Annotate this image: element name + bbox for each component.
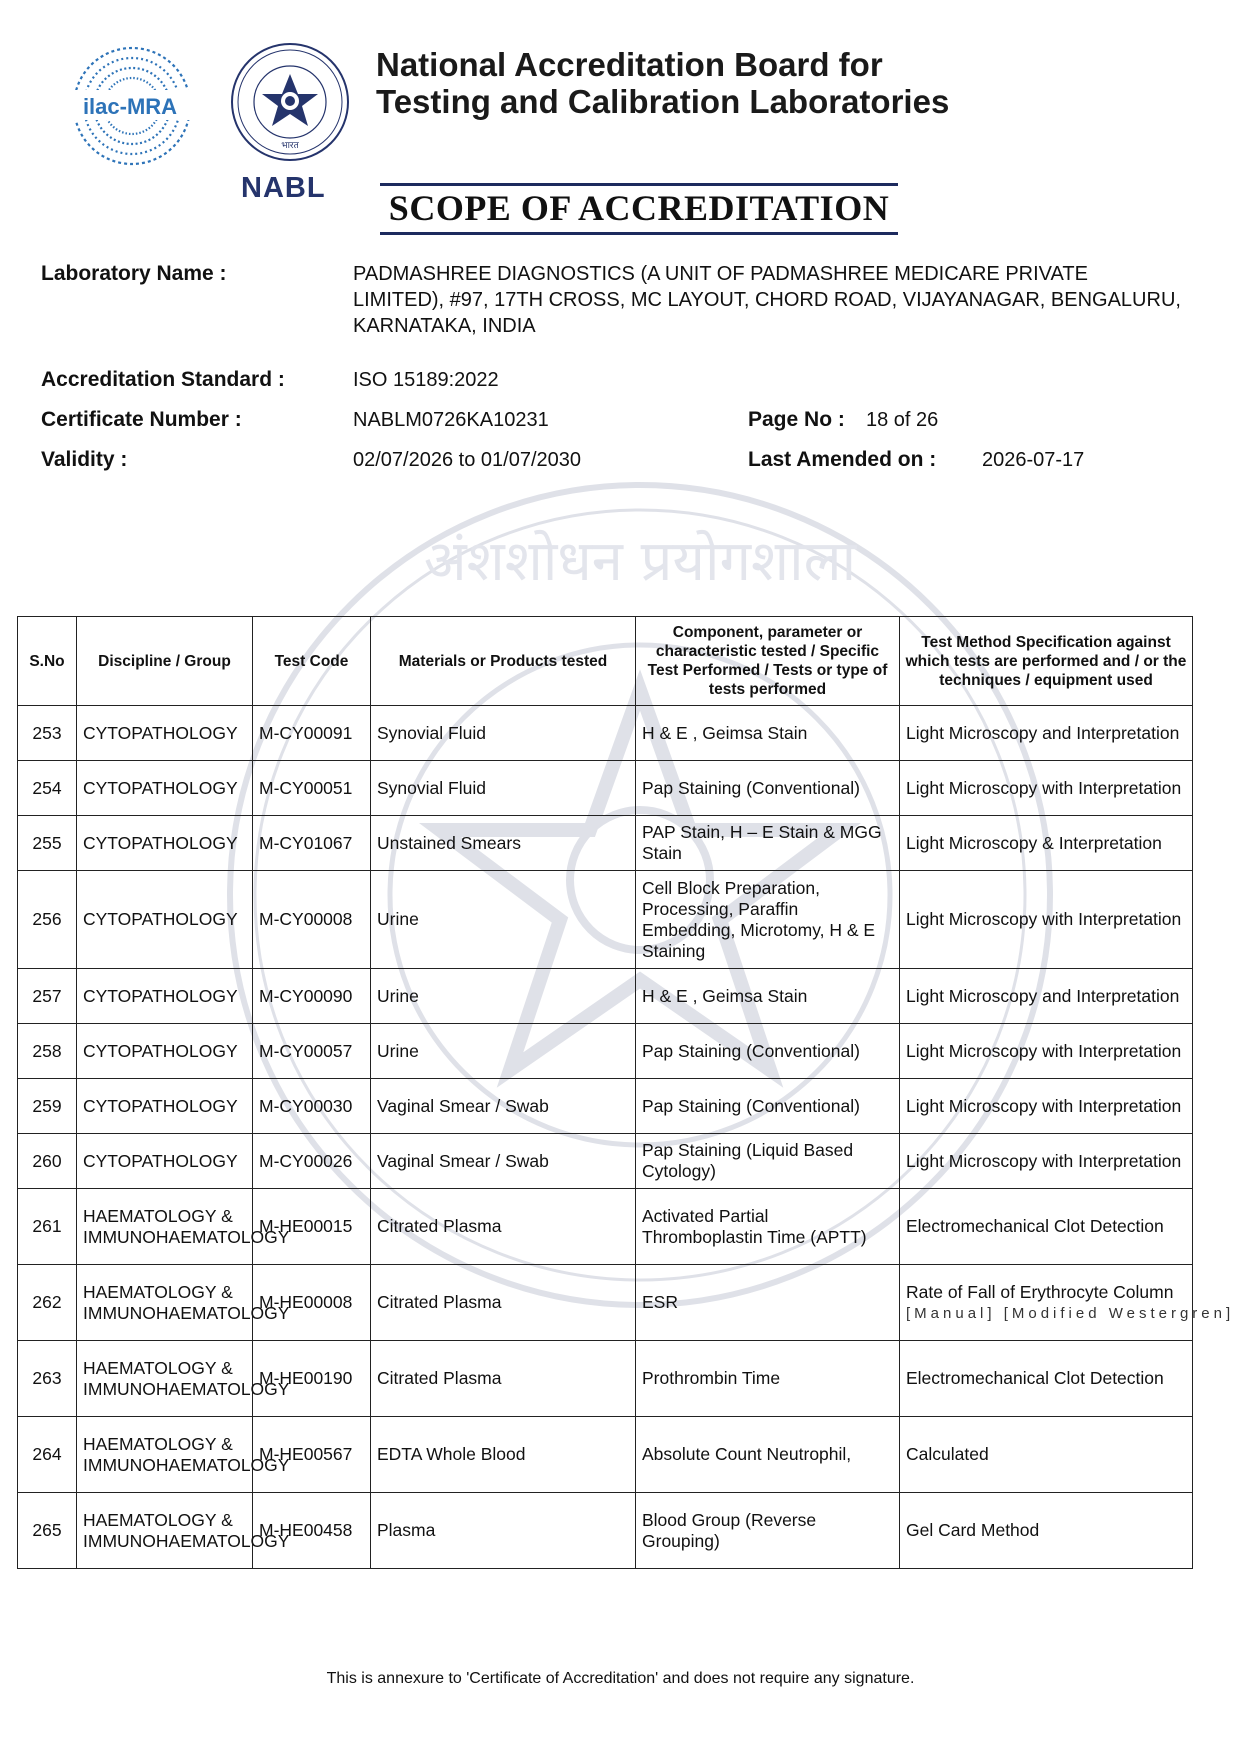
validity-label: Validity : <box>41 448 128 471</box>
cell-test-code: M-HE00015 <box>253 1189 371 1265</box>
cell-sno: 255 <box>18 816 77 871</box>
cell-component: Activated Partial Thromboplastin Time (APTT) <box>636 1189 900 1265</box>
cell-method: Light Microscopy and Interpretation <box>900 969 1193 1024</box>
cell-material: Urine <box>371 871 636 969</box>
cell-test-code: M-CY00008 <box>253 871 371 969</box>
header-discipline: Discipline / Group <box>77 617 253 706</box>
cell-discipline: HAEMATOLOGY & IMMUNOHAEMATOLOGY <box>77 1265 253 1341</box>
cell-discipline: HAEMATOLOGY & IMMUNOHAEMATOLOGY <box>77 1417 253 1493</box>
table-row <box>18 1079 1193 1134</box>
cell-sno: 264 <box>18 1417 77 1493</box>
cell-test-code: M-HE00008 <box>253 1265 371 1341</box>
cell-component: Blood Group (Reverse Grouping) <box>636 1493 900 1569</box>
table-row <box>18 1341 1193 1417</box>
cell-material: Urine <box>371 969 636 1024</box>
organization-title-line1: National Accreditation Board for <box>376 46 883 83</box>
cell-method: Light Microscopy with Interpretation <box>900 1079 1193 1134</box>
cell-material: EDTA Whole Blood <box>371 1417 636 1493</box>
cell-method: Gel Card Method <box>900 1493 1193 1569</box>
cell-method: Electromechanical Clot Detection <box>900 1341 1193 1417</box>
cell-test-code: M-CY00090 <box>253 969 371 1024</box>
cell-method <box>900 1265 1235 1341</box>
cell-material: Citrated Plasma <box>371 1341 636 1417</box>
standard-value: ISO 15189:2022 <box>353 369 499 391</box>
cell-component: H & E , Geimsa Stain <box>636 706 900 761</box>
cell-sno: 261 <box>18 1189 77 1265</box>
document-title: SCOPE OF ACCREDITATION <box>388 188 890 228</box>
cell-discipline: CYTOPATHOLOGY <box>77 706 253 761</box>
ilac-logo-text: ilac-MRA <box>82 94 178 119</box>
cell-test-code: M-HE00458 <box>253 1493 371 1569</box>
cell-sno: 254 <box>18 761 77 816</box>
cell-component: Pap Staining (Conventional) <box>636 1024 900 1079</box>
lab-name-label: Laboratory Name : <box>41 262 227 285</box>
cell-discipline: CYTOPATHOLOGY <box>77 871 253 969</box>
cell-method: Light Microscopy with Interpretation <box>900 871 1193 969</box>
cell-sno: 260 <box>18 1134 77 1189</box>
table-row <box>18 1265 1193 1341</box>
cell-discipline: CYTOPATHOLOGY <box>77 1134 253 1189</box>
cell-discipline: CYTOPATHOLOGY <box>77 1024 253 1079</box>
amended-label: Last Amended on : <box>748 448 937 471</box>
cell-method: Light Microscopy with Interpretation <box>900 761 1193 816</box>
table-row <box>18 871 1193 969</box>
cell-method-main: Rate of Fall of Erythrocyte Column <box>906 1281 1174 1302</box>
cell-method: Light Microscopy and Interpretation <box>900 706 1193 761</box>
nabl-seal-logo <box>228 38 352 172</box>
cell-discipline: HAEMATOLOGY & IMMUNOHAEMATOLOGY <box>77 1189 253 1265</box>
cell-component: ESR <box>636 1265 900 1341</box>
header-sno: S.No <box>18 617 77 706</box>
cell-component: Pap Staining (Conventional) <box>636 761 900 816</box>
table-header-row <box>18 617 1193 706</box>
table-row <box>18 1189 1193 1265</box>
cell-test-code: M-CY00091 <box>253 706 371 761</box>
cell-sno: 258 <box>18 1024 77 1079</box>
title-rule-top <box>380 183 898 186</box>
cell-discipline: CYTOPATHOLOGY <box>77 969 253 1024</box>
ilac-mra-logo <box>70 44 194 168</box>
cell-discipline: HAEMATOLOGY & IMMUNOHAEMATOLOGY <box>77 1493 253 1569</box>
cell-method: Light Microscopy with Interpretation <box>900 1024 1193 1079</box>
cell-sno: 256 <box>18 871 77 969</box>
cell-component: Cell Block Preparation, Processing, Paraffin Embedding, Microtomy, H & E Staining <box>636 871 900 969</box>
cell-method-sub: [Manual] [Modified Westergren] <box>906 1304 1235 1322</box>
cell-sno: 263 <box>18 1341 77 1417</box>
cell-material: Unstained Smears <box>371 816 636 871</box>
nabl-seal-text: भारत <box>281 141 299 151</box>
title-rule-bottom <box>380 232 898 235</box>
cell-discipline: CYTOPATHOLOGY <box>77 1079 253 1134</box>
cell-method: Light Microscopy with Interpretation <box>900 1134 1193 1189</box>
amended-value: 2026-07-17 <box>982 449 1085 471</box>
table-row <box>18 1134 1193 1189</box>
cell-discipline: HAEMATOLOGY & IMMUNOHAEMATOLOGY <box>77 1341 253 1417</box>
cell-test-code: M-CY00030 <box>253 1079 371 1134</box>
certificate-label: Certificate Number : <box>41 408 242 431</box>
table-row <box>18 969 1193 1024</box>
table-row <box>18 761 1193 816</box>
table-row <box>18 816 1193 871</box>
cell-test-code: M-CY00026 <box>253 1134 371 1189</box>
table-row <box>18 1417 1193 1493</box>
certificate-value: NABLM0726KA10231 <box>353 409 549 431</box>
cell-component: PAP Stain, H – E Stain & MGG Stain <box>636 816 900 871</box>
cell-material: Plasma <box>371 1493 636 1569</box>
cell-component: H & E , Geimsa Stain <box>636 969 900 1024</box>
cell-sno: 265 <box>18 1493 77 1569</box>
cell-sno: 257 <box>18 969 77 1024</box>
header-component: Component, parameter or characteristic tested / Specific Test Performed / Tests or type of tests performed <box>636 617 900 706</box>
cell-test-code: M-CY01067 <box>253 816 371 871</box>
cell-test-code: M-HE00567 <box>253 1417 371 1493</box>
cell-component: Pap Staining (Conventional) <box>636 1079 900 1134</box>
header-test-code: Test Code <box>253 617 371 706</box>
cell-test-code: M-CY00057 <box>253 1024 371 1079</box>
cell-component: Prothrombin Time <box>636 1341 900 1417</box>
cell-material: Citrated Plasma <box>371 1265 636 1341</box>
page-label: Page No : <box>748 408 845 431</box>
standard-label: Accreditation Standard : <box>41 368 285 391</box>
cell-sno: 262 <box>18 1265 77 1341</box>
cell-test-code: M-CY00051 <box>253 761 371 816</box>
cell-test-code: M-HE00190 <box>253 1341 371 1417</box>
cell-material: Vaginal Smear / Swab <box>371 1079 636 1134</box>
table-row <box>18 1024 1193 1079</box>
header-method: Test Method Specification against which tests are performed and / or the techniques / equipment used <box>900 617 1193 706</box>
header-materials: Materials or Products tested <box>371 617 636 706</box>
cell-method: Electromechanical Clot Detection <box>900 1189 1193 1265</box>
organization-title-line2: Testing and Calibration Laboratories <box>376 83 950 120</box>
cell-discipline: CYTOPATHOLOGY <box>77 816 253 871</box>
scope-table <box>17 616 1235 1569</box>
cell-component: Absolute Count Neutrophil, <box>636 1417 900 1493</box>
cell-component: Pap Staining (Liquid Based Cytology) <box>636 1134 900 1189</box>
watermark-text: अंशशोधन प्रयोगशाला <box>423 529 857 594</box>
cell-method: Light Microscopy & Interpretation <box>900 816 1193 871</box>
cell-method: Calculated <box>900 1417 1193 1493</box>
cell-sno: 259 <box>18 1079 77 1134</box>
cell-discipline: CYTOPATHOLOGY <box>77 761 253 816</box>
cell-material: Synovial Fluid <box>371 706 636 761</box>
table-row <box>18 706 1193 761</box>
cell-material: Urine <box>371 1024 636 1079</box>
lab-name-value: PADMASHREE DIAGNOSTICS (A UNIT OF PADMASHREE MEDICARE PRIVATE LIMITED), #97, 17TH CROSS, MC LAYOUT, CHORD ROAD, VIJAYANAGAR, BENGALURU, KARNATAKA, INDIA <box>353 263 1181 337</box>
validity-value: 02/07/2026 to 01/07/2030 <box>353 449 581 471</box>
cell-material: Citrated Plasma <box>371 1189 636 1265</box>
page-value: 18 of 26 <box>866 409 939 431</box>
table-row <box>18 1493 1193 1569</box>
footer-note: This is annexure to 'Certificate of Accreditation' and does not require any signature. <box>326 1670 915 1687</box>
nabl-wordmark: NABL <box>241 172 326 204</box>
cell-material: Synovial Fluid <box>371 761 636 816</box>
document-title-block <box>380 180 898 236</box>
organization-title <box>376 46 949 120</box>
cell-material: Vaginal Smear / Swab <box>371 1134 636 1189</box>
cell-sno: 253 <box>18 706 77 761</box>
